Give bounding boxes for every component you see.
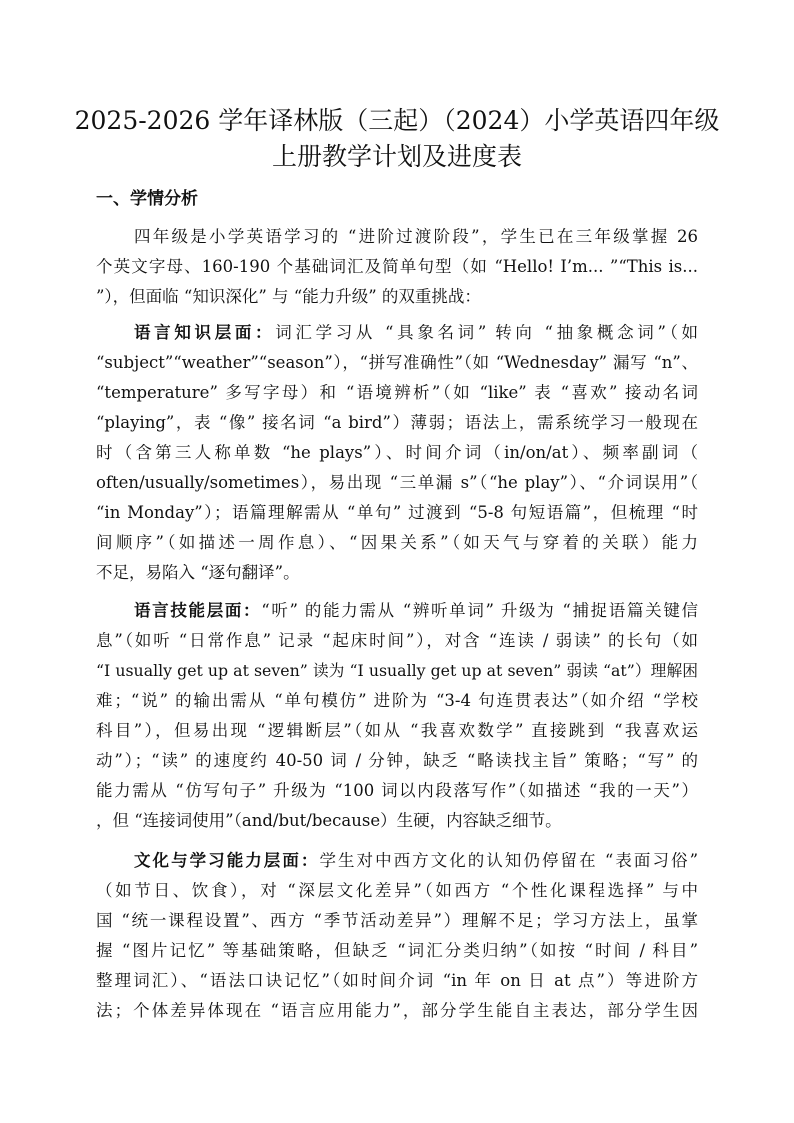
paragraph-line: 不足，易陷入 “逐句翻译”。 [96, 563, 300, 582]
paragraph-line: often/usually/sometimes），易出现 “三单漏 s”（“he play”）、“介词误用”（ [96, 473, 698, 492]
paragraph-label-language-knowledge: 语言知识层面： [134, 323, 276, 342]
paragraph-line: 间顺序”（如描述一周作息）、“因果关系”（如天气与穿着的关联）能力 [96, 533, 698, 552]
paragraph-line [96, 846, 698, 876]
paragraph-line: ，但 “连接词使用”（and/but/because）生硬，内容缺乏细节。 [96, 811, 562, 830]
paragraph-line: “I usually get up at seven” 读为 “I usually get up at seven” 弱读 “at”）理解困 [96, 661, 698, 680]
paragraph-line: 时（含第三人称单数 “he plays”）、时间介词（in/on/at）、频率副词（ [96, 443, 698, 462]
paragraph-line: “subject”“weather”“season”），“拼写准确性”（如 “Wednesday” 漏写 “n”、 [96, 353, 698, 372]
paragraph-line: 动”）；“读” 的速度约 40-50 词 / 分钟，缺乏 “略读找主旨” 策略；“写” 的 [96, 751, 698, 770]
document-title-line-1: 2025-2026 学年译林版（三起）（2024）小学英语四年级 [74, 106, 720, 135]
paragraph-line: 科目”），但易出现 “逻辑断层”（如从 “我喜欢数学” 直接跳到 “我喜欢运 [96, 721, 698, 740]
paragraph-text: 词汇学习从 “具象名词” 转向 “抽象概念词”（如 [275, 323, 698, 342]
document-title-line-2: 上册教学计划及进度表 [271, 142, 522, 171]
paragraph-line: “in Monday”）；语篇理解需从 “单句” 过渡到 “5-8 句短语篇”，但梳理 “时 [96, 503, 698, 522]
paragraph-line: 四年级是小学英语学习的 “进阶过渡阶段”，学生已在三年级掌握 26 [134, 227, 698, 246]
paragraph-line: （如节日、饮食），对 “深层文化差异”（如西方 “个性化课程选择” 与中 [96, 881, 698, 900]
paragraph-text: “听” 的能力需从 “辨听单词” 升级为 “捕捉语篇关键信 [261, 601, 698, 620]
paragraph-line: 能力需从 “仿写句子” 升级为 “100 词以内段落写作”（如描述 “我的一天”） [96, 781, 698, 800]
paragraph-line: “temperature” 多写字母）和 “语境辨析”（如 “like” 表 “喜欢” 接动名词 [96, 383, 698, 402]
paragraph-line: ”），但面临 “知识深化” 与 “能力升级” 的双重挑战： [96, 287, 481, 306]
paragraph-line: 握 “图片记忆” 等基础策略，但缺乏 “词汇分类归纳”（如按 “时间 / 科目” [96, 941, 698, 960]
section-heading-learner-analysis: 一、学情分析 [96, 189, 198, 209]
paragraph-text: 学生对中西方文化的认知仍停留在 “表面习俗” [319, 851, 698, 870]
paragraph-label-culture-learning: 文化与学习能力层面： [134, 851, 320, 870]
paragraph-line: 难；“说” 的输出需从 “单句模仿” 进阶为 “3-4 句连贯表达”（如介绍 “学校 [96, 691, 698, 710]
paragraph-line [96, 596, 698, 626]
paragraph-line: “playing”，表 “像” 接名词 “a bird”）薄弱；语法上，需系统学习一般现在 [96, 413, 698, 432]
paragraph-line: 整理词汇）、“语法口诀记忆”（如时间介词 “in 年 on 日 at 点”）等进阶方 [96, 971, 698, 990]
paragraph-label-language-skills: 语言技能层面： [134, 601, 262, 620]
paragraph-line: 法；个体差异体现在 “语言应用能力”，部分学生能自主表达，部分学生因 [96, 1001, 698, 1020]
paragraph-line: 国 “统一课程设置”、西方 “季节活动差异”）理解不足；学习方法上，虽掌 [96, 911, 698, 930]
paragraph-line: 息”（如听 “日常作息” 记录 “起床时间”），对含 “连读 / 弱读” 的长句（如 [96, 631, 698, 650]
paragraph-line [96, 318, 698, 348]
paragraph-line: 个英文字母、160-190 个基础词汇及简单句型（如 “Hello! I’m... ”“This is... [96, 257, 698, 276]
